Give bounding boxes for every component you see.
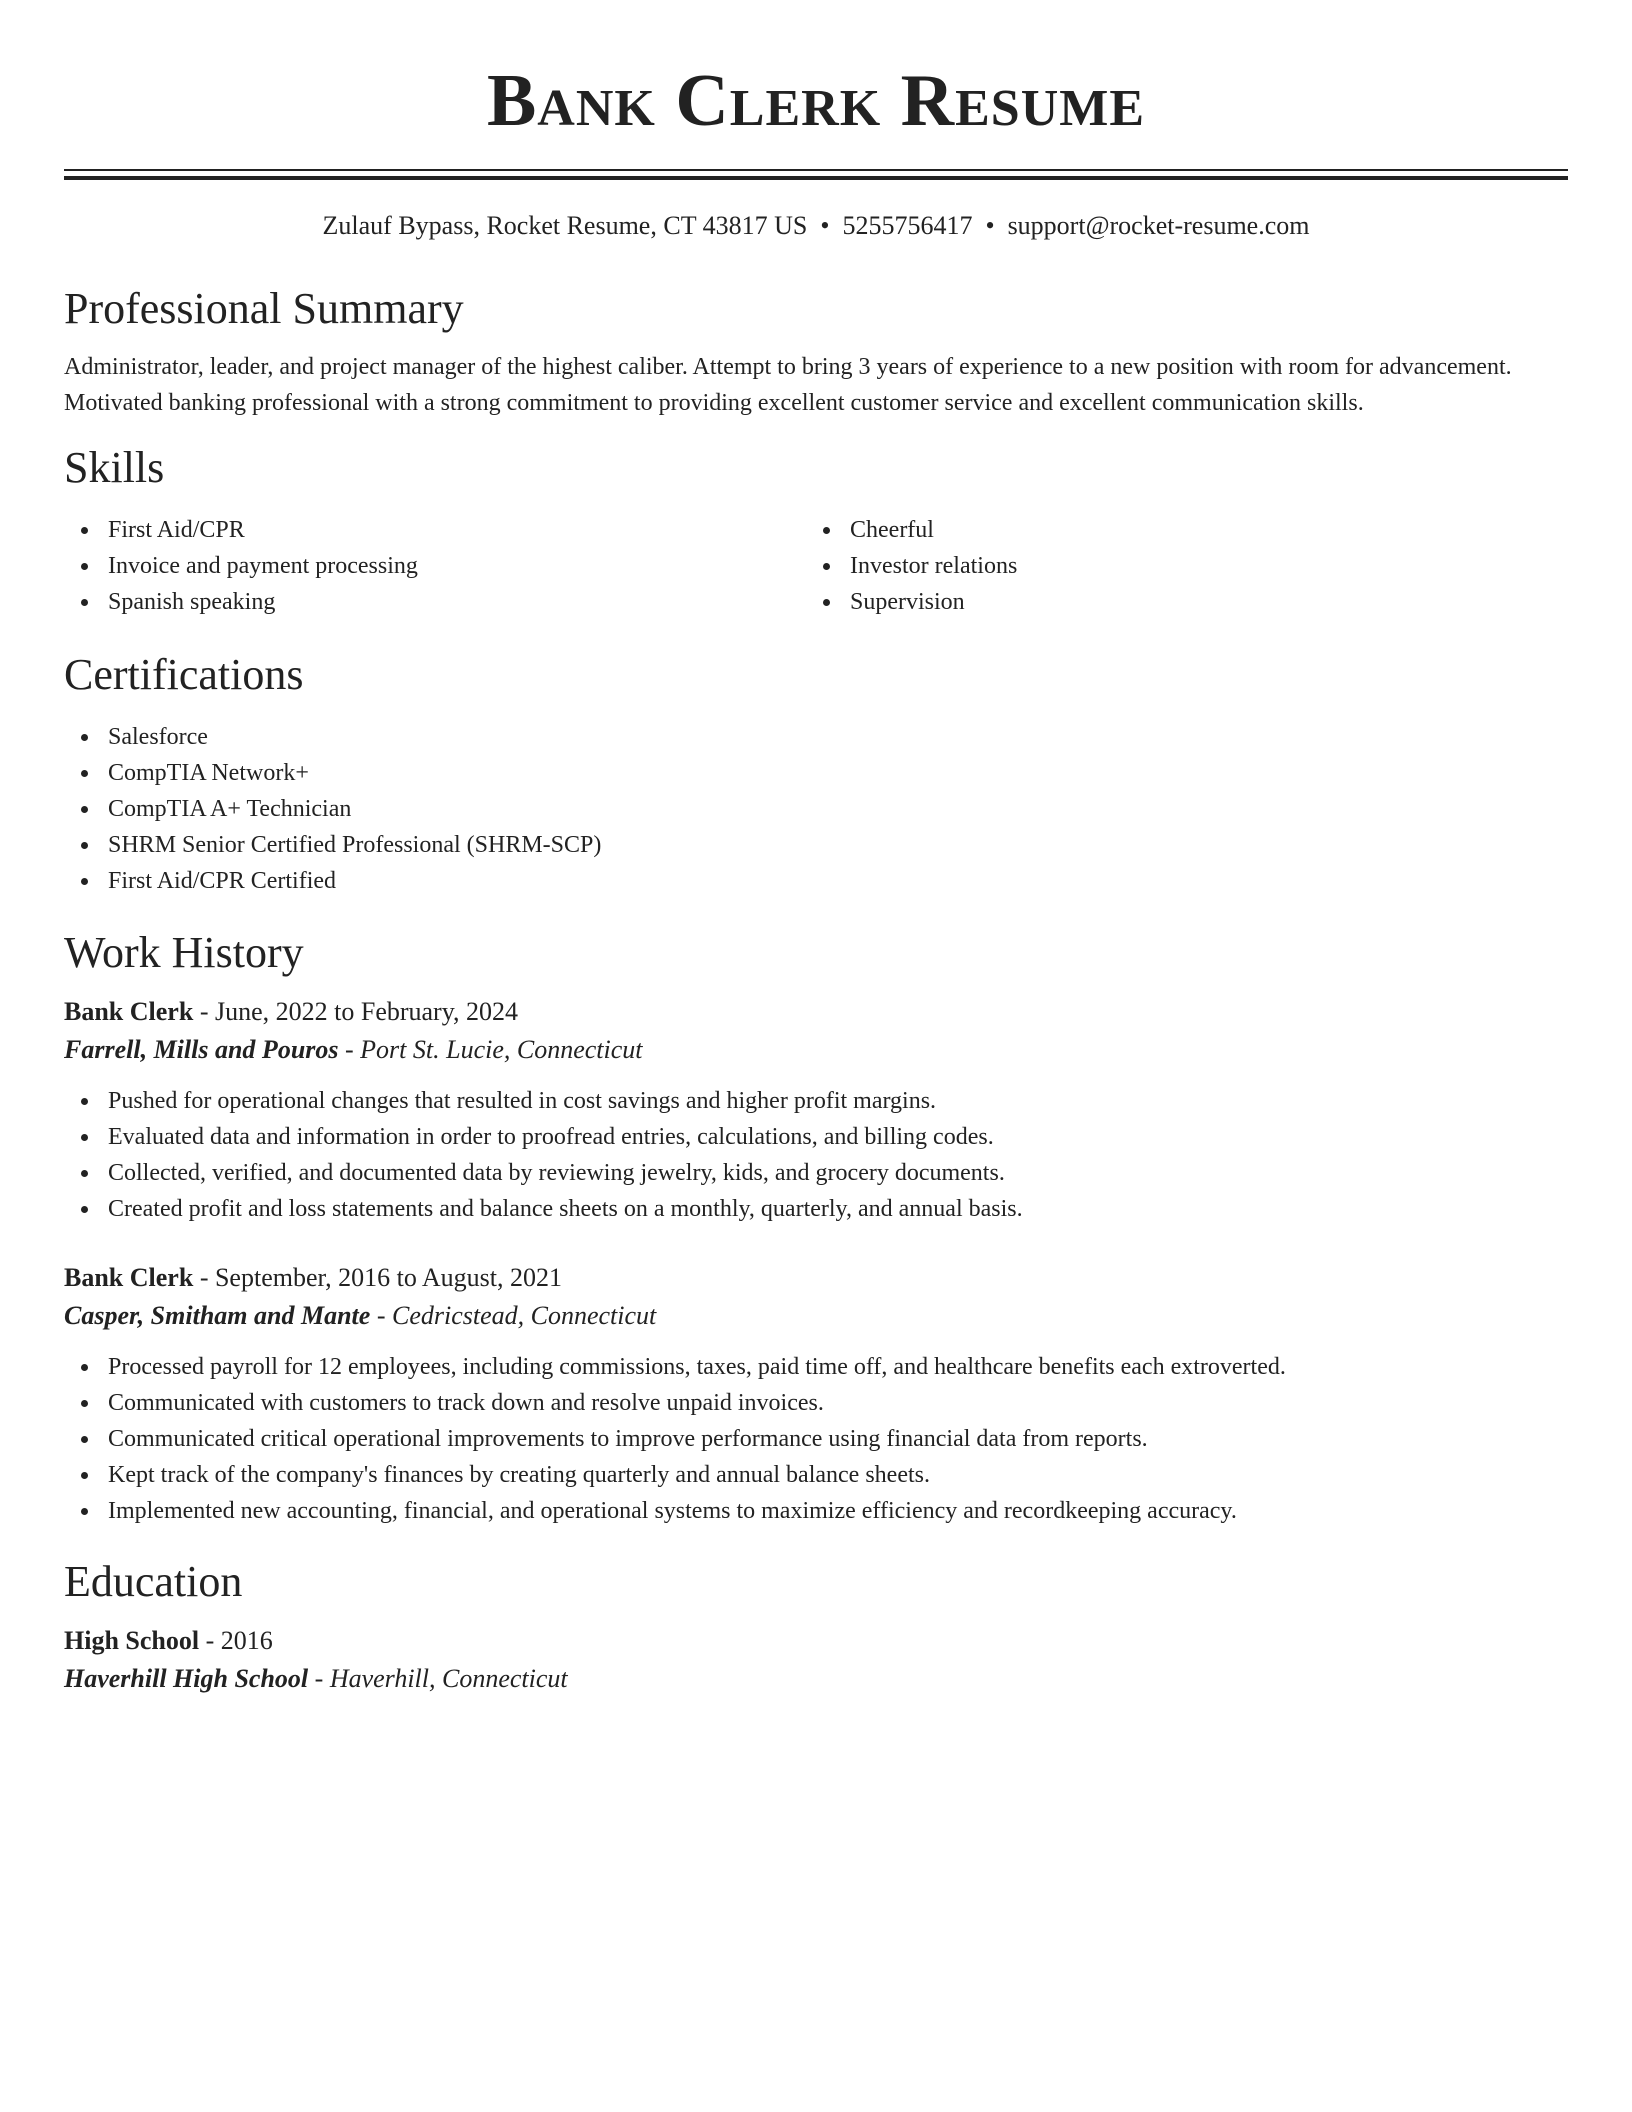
- job-company-line: [64, 1031, 1568, 1069]
- contact-email: support@rocket-resume.com: [1007, 211, 1310, 240]
- contact-separator: •: [985, 211, 995, 240]
- job-dates: - September, 2016 to August, 2021: [193, 1263, 563, 1292]
- certification-item: Salesforce: [64, 719, 1568, 755]
- skill-item: First Aid/CPR: [64, 512, 806, 548]
- job-location: - Port St. Lucie, Connecticut: [338, 1035, 643, 1064]
- job-duty-item: Evaluated data and information in order to proofread entries, calculations, and billing codes.: [64, 1119, 1568, 1155]
- job-duty-item: Implemented new accounting, financial, and operational systems to maximize efficiency and recordkeeping accuracy.: [64, 1493, 1568, 1529]
- resume-page: [64, 0, 1568, 1698]
- job-duty-item: Pushed for operational changes that resulted in cost savings and higher profit margins.: [64, 1083, 1568, 1119]
- certification-item: SHRM Senior Certified Professional (SHRM-SCP): [64, 827, 1568, 863]
- skills-heading: Skills: [64, 443, 165, 492]
- certification-item: CompTIA Network+: [64, 755, 1568, 791]
- summary-heading: Professional Summary: [64, 284, 464, 333]
- job-title: Bank Clerk: [64, 1263, 194, 1292]
- title-divider-thin: [64, 169, 1568, 171]
- job-company-line: [64, 1297, 1568, 1335]
- education-degree: High School: [64, 1626, 200, 1655]
- education-year: - 2016: [199, 1626, 273, 1655]
- certification-item: CompTIA A+ Technician: [64, 791, 1568, 827]
- job-duty-item: Communicated critical operational improvements to improve performance using financial data from reports.: [64, 1421, 1568, 1457]
- certifications-heading: Certifications: [64, 650, 304, 699]
- summary-text: Administrator, leader, and project manager of the highest caliber. Attempt to bring 3 years of experience to a new position with room for advancement. Motivated banking professional with a strong commitment to providing excellent customer service and excellent communication skills.: [64, 354, 1512, 416]
- skill-item: Spanish speaking: [64, 584, 806, 620]
- skill-item: Investor relations: [806, 548, 1548, 584]
- job-title: Bank Clerk: [64, 997, 194, 1026]
- job-duties-list: [64, 1083, 1568, 1227]
- skill-item: Cheerful: [806, 512, 1548, 548]
- job-company: Farrell, Mills and Pouros: [64, 1035, 339, 1064]
- contact-address: Zulauf Bypass, Rocket Resume, CT 43817 US: [322, 211, 808, 240]
- skills-column-left: [64, 512, 806, 620]
- job-duty-item: Created profit and loss statements and balance sheets on a monthly, quarterly, and annual basis.: [64, 1191, 1568, 1227]
- job-duty-item: Communicated with customers to track down and resolve unpaid invoices.: [64, 1385, 1568, 1421]
- work-history-heading: Work History: [64, 928, 304, 977]
- job-duty-item: Kept track of the company's finances by creating quarterly and annual balance sheets.: [64, 1457, 1568, 1493]
- resume-title: Bank Clerk Resume: [486, 60, 1146, 142]
- skill-item: Supervision: [806, 584, 1548, 620]
- contact-line: [64, 211, 1568, 241]
- skills-grid: [64, 512, 1568, 620]
- education-school: Haverhill High School: [64, 1664, 309, 1693]
- certifications-list: [64, 719, 1568, 899]
- job-company: Casper, Smitham and Mante: [64, 1301, 371, 1330]
- job-dates: - June, 2022 to February, 2024: [193, 997, 519, 1026]
- education-school-line: [64, 1660, 1568, 1698]
- skills-column-right: [806, 512, 1548, 620]
- education-location: - Haverhill, Connecticut: [308, 1664, 568, 1693]
- job-title-line: [64, 993, 1568, 1031]
- job-location: - Cedricstead, Connecticut: [370, 1301, 657, 1330]
- skill-item: Invoice and payment processing: [64, 548, 806, 584]
- job-title-line: [64, 1259, 1568, 1297]
- job-duties-list: [64, 1349, 1568, 1529]
- job-duty-item: Processed payroll for 12 employees, including commissions, taxes, paid time off, and healthcare benefits each extroverted.: [64, 1349, 1568, 1385]
- education-heading: Education: [64, 1557, 243, 1606]
- contact-separator: •: [820, 211, 830, 240]
- education-degree-line: [64, 1622, 1568, 1660]
- job-duty-item: Collected, verified, and documented data by reviewing jewelry, kids, and grocery documents.: [64, 1155, 1568, 1191]
- title-divider-thick: [64, 176, 1568, 180]
- contact-phone: 5255756417: [842, 211, 973, 240]
- certification-item: First Aid/CPR Certified: [64, 863, 1568, 899]
